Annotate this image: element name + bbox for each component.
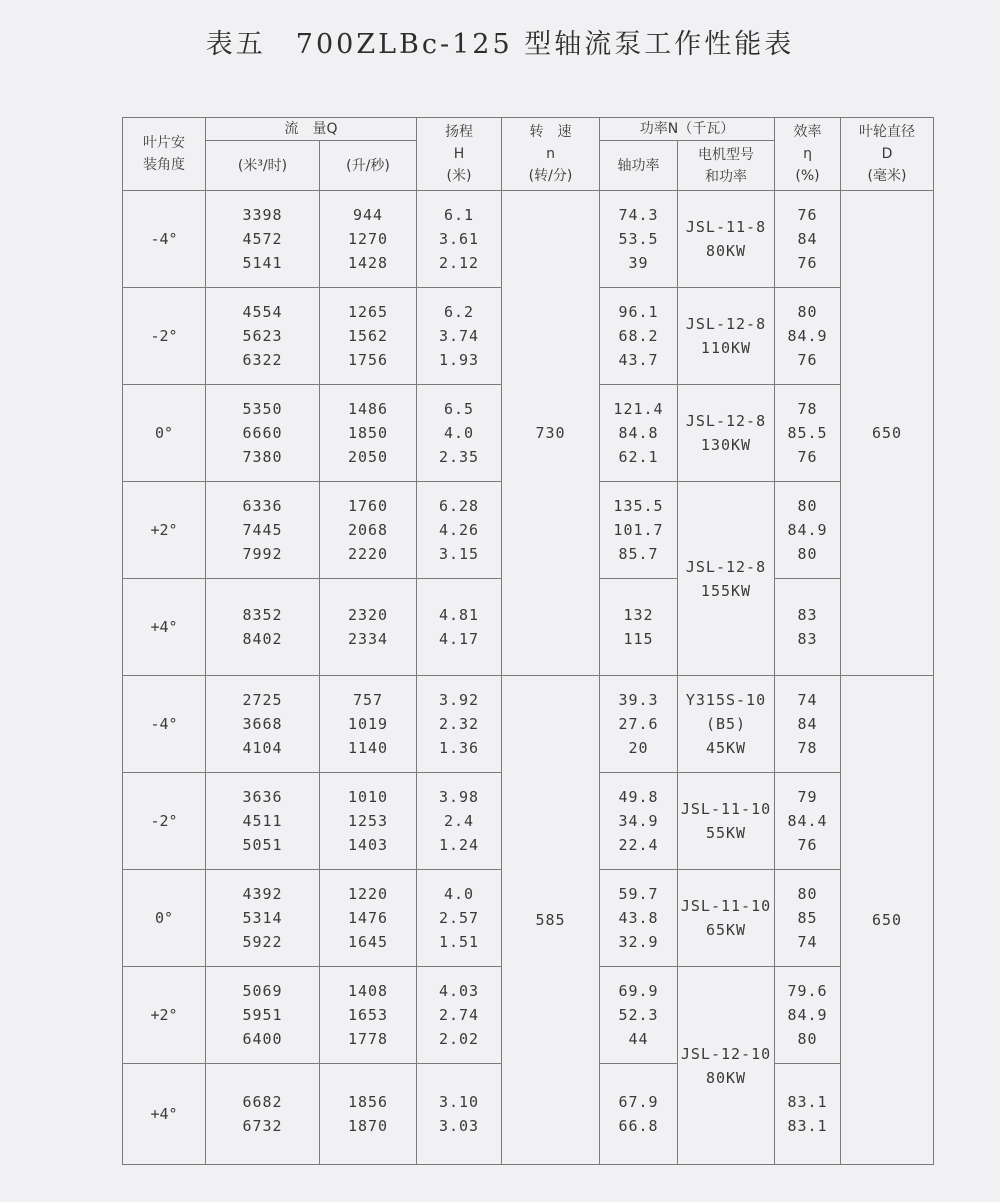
performance-table <box>122 117 934 1165</box>
head-cell: 6.5 4.0 2.35 <box>417 385 502 482</box>
shaft-power-cell: 135.5 101.7 85.7 <box>600 482 678 579</box>
blade-angle-cell: +2° <box>123 482 206 579</box>
flow-ls-cell: 1265 1562 1756 <box>320 288 417 385</box>
header-flow: 流 量Q <box>206 118 417 141</box>
header-flow-ls: (升/秒) <box>320 141 417 191</box>
motor-cell: JSL-12-8 155KW <box>678 482 775 676</box>
header-head: 扬程 H (米) <box>417 118 502 191</box>
shaft-power-cell: 67.9 66.8 <box>600 1064 678 1165</box>
motor-cell: JSL-12-8 110KW <box>678 288 775 385</box>
head-cell: 6.2 3.74 1.93 <box>417 288 502 385</box>
efficiency-cell: 80 84.9 76 <box>775 288 841 385</box>
motor-cell: JSL-11-10 55KW <box>678 773 775 870</box>
flow-m3h-cell: 5069 5951 6400 <box>206 967 320 1064</box>
shaft-power-cell: 132 115 <box>600 579 678 676</box>
flow-ls-cell: 1760 2068 2220 <box>320 482 417 579</box>
header-speed: 转 速 n (转/分) <box>502 118 600 191</box>
head-cell: 4.03 2.74 2.02 <box>417 967 502 1064</box>
blade-angle-cell: +4° <box>123 1064 206 1165</box>
flow-ls-cell: 944 1270 1428 <box>320 191 417 288</box>
header-power: 功率N（千瓦） <box>600 118 775 141</box>
motor-cell: JSL-12-10 80KW <box>678 967 775 1165</box>
table-row <box>123 676 934 773</box>
efficiency-cell: 83 83 <box>775 579 841 676</box>
header-motor: 电机型号 和功率 <box>678 141 775 191</box>
blade-angle-cell: -2° <box>123 773 206 870</box>
motor-cell: JSL-11-8 80KW <box>678 191 775 288</box>
efficiency-cell: 80 85 74 <box>775 870 841 967</box>
flow-m3h-cell: 8352 8402 <box>206 579 320 676</box>
head-cell: 4.0 2.57 1.51 <box>417 870 502 967</box>
flow-ls-cell: 1408 1653 1778 <box>320 967 417 1064</box>
motor-cell: Y315S-10 (B5) 45KW <box>678 676 775 773</box>
flow-ls-cell: 1010 1253 1403 <box>320 773 417 870</box>
shaft-power-cell: 74.3 53.5 39 <box>600 191 678 288</box>
shaft-power-cell: 121.4 84.8 62.1 <box>600 385 678 482</box>
efficiency-cell: 74 84 78 <box>775 676 841 773</box>
page-title: 表五 700ZLBc-125 型轴流泵工作性能表 <box>205 29 795 60</box>
motor-cell: JSL-12-8 130KW <box>678 385 775 482</box>
header-impeller-diameter: 叶轮直径 D (毫米) <box>841 118 934 191</box>
head-cell: 4.81 4.17 <box>417 579 502 676</box>
head-cell: 6.28 4.26 3.15 <box>417 482 502 579</box>
flow-m3h-cell: 4554 5623 6322 <box>206 288 320 385</box>
efficiency-cell: 76 84 76 <box>775 191 841 288</box>
efficiency-cell: 79.6 84.9 80 <box>775 967 841 1064</box>
speed-cell: 585 <box>502 676 600 1165</box>
impeller-diameter-cell: 650 <box>841 676 934 1165</box>
blade-angle-cell: 0° <box>123 870 206 967</box>
efficiency-cell: 83.1 83.1 <box>775 1064 841 1165</box>
motor-cell: JSL-11-10 65KW <box>678 870 775 967</box>
shaft-power-cell: 96.1 68.2 43.7 <box>600 288 678 385</box>
blade-angle-cell: +4° <box>123 579 206 676</box>
blade-angle-cell: 0° <box>123 385 206 482</box>
flow-m3h-cell: 5350 6660 7380 <box>206 385 320 482</box>
flow-m3h-cell: 4392 5314 5922 <box>206 870 320 967</box>
head-cell: 6.1 3.61 2.12 <box>417 191 502 288</box>
header-blade-angle: 叶片安 装角度 <box>123 118 206 191</box>
blade-angle-cell: -4° <box>123 676 206 773</box>
flow-m3h-cell: 3398 4572 5141 <box>206 191 320 288</box>
flow-m3h-cell: 6336 7445 7992 <box>206 482 320 579</box>
efficiency-cell: 80 84.9 80 <box>775 482 841 579</box>
flow-m3h-cell: 6682 6732 <box>206 1064 320 1165</box>
blade-angle-cell: -4° <box>123 191 206 288</box>
flow-ls-cell: 1220 1476 1645 <box>320 870 417 967</box>
flow-ls-cell: 757 1019 1140 <box>320 676 417 773</box>
blade-angle-cell: +2° <box>123 967 206 1064</box>
flow-m3h-cell: 2725 3668 4104 <box>206 676 320 773</box>
head-cell: 3.92 2.32 1.36 <box>417 676 502 773</box>
flow-ls-cell: 2320 2334 <box>320 579 417 676</box>
efficiency-cell: 78 85.5 76 <box>775 385 841 482</box>
impeller-diameter-cell: 650 <box>841 191 934 676</box>
header-flow-m3h: (米³/时) <box>206 141 320 191</box>
table-row <box>123 191 934 288</box>
head-cell: 3.10 3.03 <box>417 1064 502 1165</box>
head-cell: 3.98 2.4 1.24 <box>417 773 502 870</box>
shaft-power-cell: 39.3 27.6 20 <box>600 676 678 773</box>
blade-angle-cell: -2° <box>123 288 206 385</box>
shaft-power-cell: 49.8 34.9 22.4 <box>600 773 678 870</box>
shaft-power-cell: 59.7 43.8 32.9 <box>600 870 678 967</box>
flow-m3h-cell: 3636 4511 5051 <box>206 773 320 870</box>
speed-cell: 730 <box>502 191 600 676</box>
flow-ls-cell: 1486 1850 2050 <box>320 385 417 482</box>
flow-ls-cell: 1856 1870 <box>320 1064 417 1165</box>
header-efficiency: 效率 η (%) <box>775 118 841 191</box>
efficiency-cell: 79 84.4 76 <box>775 773 841 870</box>
header-shaft-power: 轴功率 <box>600 141 678 191</box>
shaft-power-cell: 69.9 52.3 44 <box>600 967 678 1064</box>
